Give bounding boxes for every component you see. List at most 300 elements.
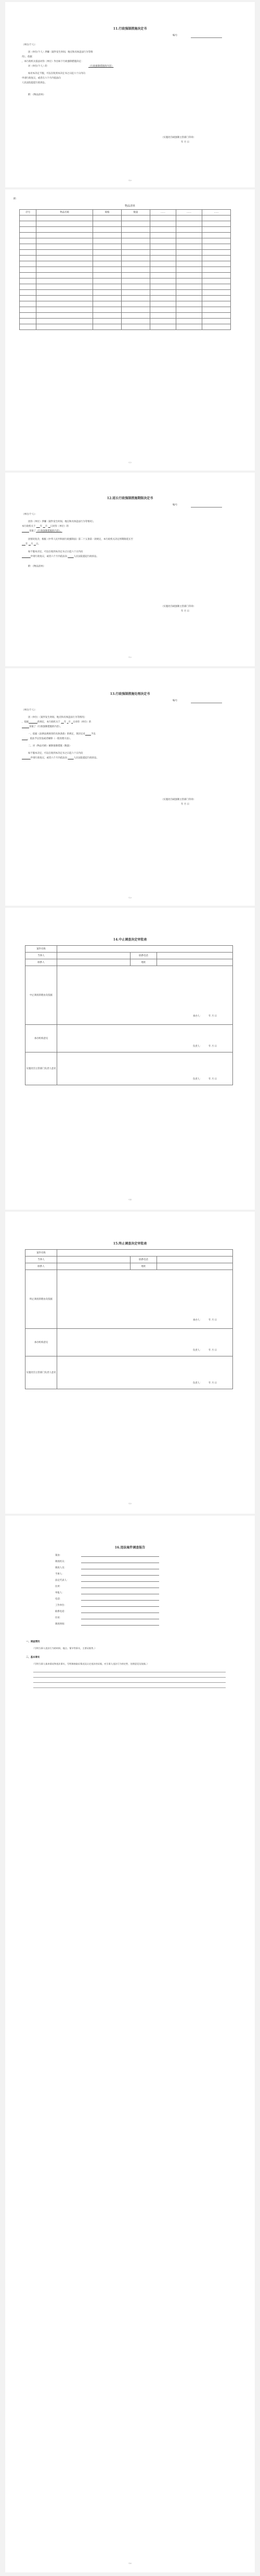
signature-org: （实施处罚或强制主管部门印章） bbox=[161, 136, 196, 139]
text-span: 月 bbox=[68, 721, 71, 724]
signature-area bbox=[57, 1057, 232, 1081]
table-cell bbox=[20, 273, 36, 278]
table-cell bbox=[93, 324, 122, 330]
table-cell bbox=[176, 256, 202, 261]
table-cell bbox=[176, 215, 202, 221]
table-cell bbox=[202, 301, 230, 307]
table-cell bbox=[36, 324, 93, 330]
table-row bbox=[20, 261, 231, 267]
field-underline bbox=[81, 1616, 159, 1619]
table-cell bbox=[121, 233, 150, 238]
table-row bbox=[25, 959, 233, 966]
paragraph-text bbox=[22, 721, 91, 724]
field-label: 电话： bbox=[55, 1598, 62, 1601]
text-span: 月 bbox=[45, 525, 48, 528]
signature-org: （实施处罚或强制主管部门印章） bbox=[161, 798, 196, 801]
text-span: 一、依据（法律法规规章的具体条款）的规定，现决定对 bbox=[28, 733, 85, 735]
table-cell bbox=[150, 319, 176, 324]
table-cell bbox=[20, 278, 36, 284]
table-cell bbox=[36, 301, 93, 307]
paragraph-text: 如不服本决定，可以在收到本决定书之日起六十日内向 bbox=[28, 752, 83, 755]
table-cell bbox=[20, 215, 36, 221]
blank bbox=[22, 738, 28, 740]
table-cell bbox=[20, 319, 36, 324]
page-number: -12- bbox=[128, 656, 132, 658]
signature-date: 年 月 日 bbox=[181, 610, 189, 613]
page-number: -15- bbox=[128, 1502, 132, 1505]
table-cell bbox=[36, 278, 93, 284]
table-cell bbox=[202, 256, 230, 261]
table-cell bbox=[121, 278, 150, 284]
table-cell bbox=[121, 313, 150, 319]
text-span: 采取了（行政强制措施的内容）。 bbox=[29, 726, 62, 728]
field-label: 调查时间： bbox=[55, 1623, 67, 1626]
table-cell bbox=[121, 307, 150, 313]
table-row bbox=[20, 233, 231, 238]
table-cell bbox=[150, 296, 176, 301]
party-line: （单位/个人）： bbox=[22, 44, 38, 46]
blank bbox=[29, 721, 37, 724]
field-label: 联系电话： bbox=[55, 1610, 67, 1613]
value-cell bbox=[57, 946, 233, 953]
text-span: 申请行政复议，或者六个月内依法向 bbox=[30, 757, 68, 759]
paragraph-text: 对（单位/个人）的 bbox=[28, 65, 47, 68]
text-span: 人民法院提起行政诉讼。 bbox=[73, 555, 99, 558]
table-cell bbox=[202, 273, 230, 278]
table-cell bbox=[176, 233, 202, 238]
table-cell bbox=[20, 256, 36, 261]
table-cell bbox=[93, 233, 122, 238]
label-cell: 承办机构意见 bbox=[25, 1329, 57, 1356]
table-cell bbox=[176, 227, 202, 233]
table-cell bbox=[121, 301, 150, 307]
table-cell bbox=[176, 278, 202, 284]
table-cell bbox=[202, 278, 230, 284]
table-cell bbox=[20, 233, 36, 238]
table-cell bbox=[121, 250, 150, 256]
date-label: 年 月 日 bbox=[209, 1382, 217, 1385]
value-cell bbox=[157, 1263, 233, 1270]
table-row bbox=[20, 324, 231, 330]
table-cell bbox=[150, 307, 176, 313]
value-cell bbox=[157, 953, 233, 959]
label-cell: 地址 bbox=[131, 1263, 157, 1270]
header-cell: 数量 bbox=[121, 210, 150, 215]
table-cell bbox=[150, 261, 176, 267]
paragraph-text bbox=[22, 726, 62, 729]
document-page-terminate-form bbox=[5, 1212, 255, 1514]
table-cell bbox=[20, 307, 36, 313]
table-cell bbox=[93, 244, 122, 250]
text-span: ，依据 bbox=[22, 721, 29, 724]
attachment-note: 附：《物品清单》 bbox=[28, 565, 45, 568]
table-cell bbox=[93, 290, 122, 296]
table-row bbox=[25, 1329, 233, 1356]
table-row bbox=[20, 273, 231, 278]
report-field bbox=[55, 1603, 159, 1607]
table-row bbox=[20, 313, 231, 319]
field-underline bbox=[81, 1566, 159, 1569]
section-heading: 二、基本事实 bbox=[26, 1656, 40, 1659]
text-span: 予以 bbox=[90, 733, 96, 735]
field-underline bbox=[81, 1578, 159, 1582]
terminate-approval-table bbox=[25, 1249, 233, 1389]
table-row bbox=[20, 296, 231, 301]
field-label: 住址： bbox=[55, 1617, 62, 1619]
table-cell bbox=[36, 273, 93, 278]
table-row bbox=[25, 1025, 233, 1052]
table-row bbox=[20, 267, 231, 273]
value-cell bbox=[57, 1263, 131, 1270]
code-label: 编号： bbox=[173, 700, 180, 702]
table-row bbox=[20, 221, 231, 227]
table-cell bbox=[36, 215, 93, 221]
table-cell bbox=[176, 313, 202, 319]
signature-area bbox=[57, 1333, 232, 1352]
signature-org: （实施处罚或强制主管部门印章） bbox=[161, 605, 196, 608]
table-row bbox=[20, 284, 231, 290]
page-number: -14- bbox=[128, 1198, 132, 1201]
table-cell bbox=[176, 238, 202, 244]
paragraph-text: 因情况复杂，根据《中华人民共和国行政强制法》第二十五条第一款规定，本行政机关决定将期限延长至 bbox=[28, 538, 133, 541]
table-cell bbox=[176, 324, 202, 330]
value-cell bbox=[57, 1257, 131, 1263]
table-cell bbox=[121, 244, 150, 250]
field-underline bbox=[81, 1622, 159, 1626]
label-cell: 当事人 bbox=[25, 953, 57, 959]
blank bbox=[22, 530, 29, 532]
signature-area bbox=[57, 1029, 232, 1048]
paragraph-text bbox=[22, 555, 99, 559]
table-cell bbox=[176, 261, 202, 267]
table-row bbox=[20, 238, 231, 244]
value-cell bbox=[157, 1257, 233, 1263]
table-cell bbox=[121, 296, 150, 301]
table-cell bbox=[20, 324, 36, 330]
table-cell bbox=[93, 301, 122, 307]
table-row bbox=[20, 227, 231, 233]
table-row bbox=[25, 946, 233, 953]
report-field bbox=[55, 1553, 159, 1557]
attach-label: 附： bbox=[14, 198, 18, 200]
report-field bbox=[55, 1591, 159, 1594]
table-cell bbox=[36, 233, 93, 238]
table-cell bbox=[121, 284, 150, 290]
value-cell bbox=[57, 1329, 233, 1356]
table-cell bbox=[93, 215, 122, 221]
table-cell bbox=[20, 284, 36, 290]
paragraph-text: 况），依据 bbox=[22, 56, 32, 58]
table-cell bbox=[202, 261, 230, 267]
value-cell bbox=[57, 1052, 233, 1085]
label-cell: 终止调查的理由及依据 bbox=[25, 1270, 57, 1329]
text-span: 年 bbox=[25, 543, 28, 545]
table-cell bbox=[176, 284, 202, 290]
table-cell bbox=[93, 238, 122, 244]
paragraph-text bbox=[28, 733, 96, 736]
report-field bbox=[55, 1584, 159, 1588]
report-field bbox=[55, 1597, 159, 1601]
table-cell bbox=[36, 250, 93, 256]
table-cell bbox=[202, 233, 230, 238]
table-cell bbox=[150, 324, 176, 330]
report-field bbox=[55, 1559, 159, 1563]
table-cell bbox=[36, 313, 93, 319]
label-cell: 联系电话 bbox=[131, 1257, 157, 1263]
attachment-note: 附：《物品清单》 bbox=[28, 94, 45, 96]
table-cell bbox=[150, 250, 176, 256]
date-label: 年 月 日 bbox=[209, 1319, 217, 1322]
text-span: （行政强制措施的内容）。 bbox=[36, 530, 62, 532]
table-cell bbox=[150, 233, 176, 238]
field-underline bbox=[81, 1572, 159, 1576]
table-cell bbox=[93, 267, 122, 273]
table-cell bbox=[20, 301, 36, 307]
field-label: 当事人： bbox=[55, 1573, 64, 1576]
table-row bbox=[20, 301, 231, 307]
table-cell bbox=[150, 284, 176, 290]
table-row bbox=[25, 1257, 233, 1263]
table-cell bbox=[150, 238, 176, 244]
table-cell bbox=[202, 221, 230, 227]
table-cell bbox=[121, 221, 150, 227]
date-label: 年 月 日 bbox=[209, 1015, 217, 1018]
signature-label: 负责人： bbox=[192, 1349, 202, 1352]
field-underline bbox=[81, 1559, 159, 1563]
table-row bbox=[20, 250, 231, 256]
table-cell bbox=[20, 250, 36, 256]
page-title: 13.行政强制措施处理决定书 bbox=[110, 692, 150, 696]
table-cell bbox=[121, 324, 150, 330]
value-cell bbox=[57, 1025, 233, 1052]
table-cell bbox=[150, 278, 176, 284]
field-underline bbox=[81, 1597, 159, 1601]
code-label: 编号： bbox=[173, 504, 180, 506]
table-cell bbox=[202, 267, 230, 273]
table-cell bbox=[20, 227, 36, 233]
text-span: 日。 bbox=[35, 543, 41, 545]
table-cell bbox=[93, 256, 122, 261]
table-cell bbox=[93, 261, 122, 267]
paragraph-text: ，本行政机关依法对你（单位）作出如下行政强制措施决定： bbox=[22, 60, 84, 63]
document-page-extension bbox=[5, 473, 255, 666]
page-title: 16.违法案件调查报告 bbox=[114, 1546, 146, 1550]
table-cell bbox=[150, 244, 176, 250]
table-cell bbox=[121, 290, 150, 296]
value-cell bbox=[57, 966, 233, 1025]
table-cell bbox=[36, 296, 93, 301]
text-span: 年 bbox=[63, 721, 67, 724]
table-cell bbox=[176, 301, 202, 307]
table-cell bbox=[93, 250, 122, 256]
page-number: -11- bbox=[128, 461, 132, 464]
table-cell bbox=[202, 324, 230, 330]
table-row bbox=[25, 1250, 233, 1257]
table-row bbox=[25, 1052, 233, 1085]
report-field bbox=[55, 1622, 159, 1626]
table-cell bbox=[93, 296, 122, 301]
header-cell: 序号 bbox=[20, 210, 36, 215]
party-line: （单位/个人）： bbox=[22, 709, 38, 712]
table-cell bbox=[20, 313, 36, 319]
table-cell bbox=[202, 290, 230, 296]
table-cell bbox=[93, 273, 122, 278]
blank bbox=[22, 757, 31, 759]
table-cell bbox=[150, 215, 176, 221]
table-title: 物品清单 bbox=[124, 205, 135, 208]
text-span: 申请行政复议，或者六个月内依法向 bbox=[30, 555, 68, 558]
label-cell: 联系人 bbox=[25, 1263, 57, 1270]
page-title: 11.行政强制措施决定书 bbox=[113, 27, 147, 31]
text-span: 日对你（单位）的 bbox=[50, 525, 69, 528]
table-row bbox=[20, 290, 231, 296]
signature-area bbox=[57, 1361, 232, 1385]
signature-label: 负责人： bbox=[192, 1045, 202, 1048]
date-label: 年 月 日 bbox=[209, 1045, 217, 1048]
page-title: 14.中止调查决定审批表 bbox=[113, 938, 147, 942]
code-underline bbox=[191, 37, 222, 38]
label-cell: 联系电话 bbox=[131, 953, 157, 959]
table-header-row bbox=[20, 210, 231, 215]
field-label: 调查人员： bbox=[55, 1567, 67, 1569]
label-cell: 联系人 bbox=[25, 959, 57, 966]
text-span: 的规定，本行政机关于 bbox=[37, 721, 60, 724]
table-cell bbox=[202, 296, 230, 301]
table-row bbox=[25, 1270, 233, 1329]
paragraph-text bbox=[22, 530, 62, 533]
table-cell bbox=[202, 319, 230, 324]
table-cell bbox=[202, 244, 230, 250]
field-label: 举报人： bbox=[55, 1592, 64, 1594]
value-cell bbox=[57, 1250, 233, 1257]
table-cell bbox=[202, 284, 230, 290]
table-cell bbox=[121, 273, 150, 278]
table-cell bbox=[202, 215, 230, 221]
paragraph-text: 人民法院提起行政诉讼。 bbox=[22, 82, 47, 84]
text-span: 月 bbox=[30, 543, 33, 545]
field-label: 住所： bbox=[55, 1585, 62, 1588]
paragraph-text: 申请行政复议，或者在六个月内依法向 bbox=[22, 77, 61, 80]
report-field bbox=[55, 1609, 159, 1613]
label-cell: 中止调查的理由及依据 bbox=[25, 966, 57, 1025]
section-text: （写明当事人违法行为的时间、地点、情节等事实，主要证据等。） bbox=[32, 1647, 97, 1649]
page-title: 15.终止调查决定审批表 bbox=[113, 1242, 147, 1246]
field-underline bbox=[81, 1553, 159, 1557]
field-underline bbox=[81, 1591, 159, 1594]
table-row bbox=[20, 278, 231, 284]
table-cell bbox=[93, 284, 122, 290]
table-cell bbox=[150, 227, 176, 233]
table-cell bbox=[150, 221, 176, 227]
table-cell bbox=[176, 250, 202, 256]
page-number: -16- bbox=[128, 2562, 132, 2565]
table-row bbox=[20, 244, 231, 250]
table-cell bbox=[150, 267, 176, 273]
table-cell bbox=[150, 313, 176, 319]
table-cell bbox=[36, 256, 93, 261]
code-label: 编号： bbox=[173, 34, 180, 37]
text-span: 本行政机关于 bbox=[22, 525, 36, 528]
table-row bbox=[20, 256, 231, 261]
table-cell bbox=[93, 278, 122, 284]
label-cell: 案件名称 bbox=[25, 946, 57, 953]
table-cell bbox=[93, 307, 122, 313]
table-cell bbox=[36, 227, 93, 233]
value-cell bbox=[57, 1270, 233, 1329]
blank bbox=[36, 525, 43, 528]
party-line: （单位/个人）： bbox=[22, 513, 38, 516]
signature-area bbox=[57, 973, 232, 1018]
table-cell bbox=[36, 238, 93, 244]
table-cell bbox=[93, 227, 122, 233]
date-label: 年 月 日 bbox=[209, 1078, 217, 1081]
document-page-suspend-form bbox=[5, 908, 255, 1210]
table-cell bbox=[121, 319, 150, 324]
table-cell bbox=[202, 227, 230, 233]
field-underline bbox=[81, 1609, 159, 1613]
signature-label: 承办人： bbox=[192, 1015, 202, 1018]
label-cell: 承办机构意见 bbox=[25, 1025, 57, 1052]
table-cell bbox=[36, 267, 93, 273]
report-field bbox=[55, 1616, 159, 1619]
text-span: 年 bbox=[40, 525, 43, 528]
table-cell bbox=[121, 267, 150, 273]
page-number: -10- bbox=[128, 179, 132, 182]
table-cell bbox=[121, 256, 150, 261]
report-field bbox=[55, 1572, 159, 1576]
table-cell bbox=[36, 307, 93, 313]
table-cell bbox=[20, 290, 36, 296]
paragraph-text: 因你（单位）涉嫌（案件发生时间、地点和具体违法行为等情况）， bbox=[28, 521, 96, 523]
table-cell bbox=[176, 267, 202, 273]
header-cell: …… bbox=[176, 210, 202, 215]
table-cell bbox=[202, 313, 230, 319]
paragraph-text: 因（单位/个人）涉嫌（案件发生时间、地点和具体违法行为等情 bbox=[28, 51, 93, 54]
table-cell bbox=[36, 284, 93, 290]
table-cell bbox=[176, 221, 202, 227]
signature-area bbox=[57, 1277, 232, 1322]
signature-date: 年 月 日 bbox=[181, 141, 189, 144]
item-list-table bbox=[19, 209, 231, 330]
field-label: 工作单位： bbox=[55, 1604, 67, 1607]
ruled-line bbox=[33, 1677, 226, 1678]
section-text: （写明当事人基本情况和违法事实，写明调查取证情况及认定违法的证据，对当事人违法行为的定性、处理意见及依据。） bbox=[32, 1663, 149, 1665]
paragraph-text bbox=[22, 525, 69, 528]
ruled-line bbox=[33, 1682, 226, 1683]
table-cell bbox=[20, 267, 36, 273]
table-cell bbox=[202, 307, 230, 313]
field-label: 法定代表人： bbox=[55, 1579, 69, 1582]
blank bbox=[68, 555, 73, 558]
table-cell bbox=[36, 319, 93, 324]
report-field bbox=[55, 1578, 159, 1582]
table-row bbox=[20, 307, 231, 313]
table-cell bbox=[20, 261, 36, 267]
blank bbox=[22, 726, 29, 728]
header-cell: 规格 bbox=[93, 210, 122, 215]
document-page-investigation-report bbox=[5, 1516, 255, 2572]
table-cell bbox=[36, 261, 93, 267]
table-cell bbox=[176, 307, 202, 313]
header-cell: …… bbox=[150, 210, 176, 215]
page-title: 12.延长行政强制措施期限决定书 bbox=[107, 497, 153, 500]
table-cell bbox=[20, 296, 36, 301]
value-cell bbox=[57, 953, 131, 959]
text-span: 采取了 bbox=[29, 530, 36, 532]
value-cell bbox=[57, 959, 131, 966]
document-page-decision bbox=[5, 2, 255, 187]
document-page-handling bbox=[5, 668, 255, 906]
